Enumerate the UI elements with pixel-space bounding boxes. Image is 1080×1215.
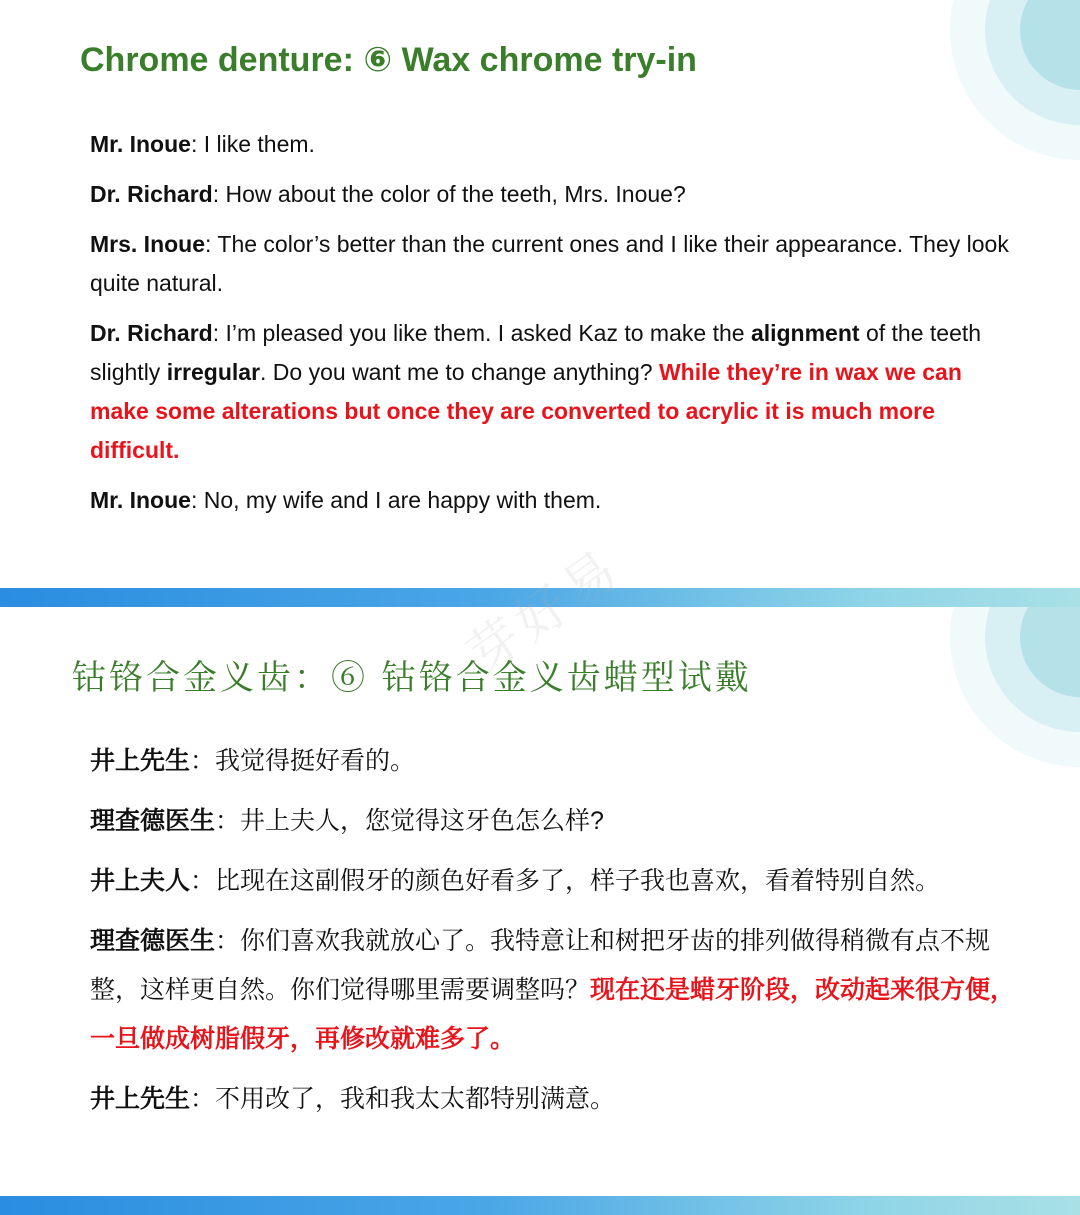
english-dialogue [90,125,1020,531]
dialogue-line [90,125,1020,164]
speaker-name: Mr. Inoue [90,131,191,157]
dialogue-line [90,857,1020,906]
dialogue-line [90,225,1020,303]
speaker-name: 理查德医生 [90,807,216,835]
chinese-dialogue [90,737,1020,1135]
highlighted-text: 现在还是蜡牙阶段，改动起来很方便，一旦做成树脂假牙，再修改就难多了。 [90,976,1016,1053]
dialogue-line [90,1075,1020,1124]
line-text: of the teeth slightly [90,320,982,385]
line-text: 比现在这副假牙的颜色好看多了，样子我也喜欢，看着特别自然。 [215,867,941,895]
speaker-name: Mr. Inoue [90,487,191,513]
separator: : [190,487,204,513]
line-text: 井上夫人，您觉得这牙色怎么样? [240,807,604,835]
speaker-name: Dr. Richard [90,181,213,207]
separator: : [190,131,204,157]
line-text: No, my wife and I are happy with them. [203,487,602,513]
separator: : [205,231,218,257]
separator: ： [190,867,216,895]
dialogue-line [90,175,1020,214]
line-text: . Do you want me to change anything? [260,359,659,385]
highlighted-text: While they’re in wax we can make some alterations but once they are converted to acrylic it is much more difficult. [90,359,962,463]
line-text: The color’s better than the current ones and I like their appearance. They look quite natural. [90,231,1009,296]
separator: ： [215,807,241,835]
speaker-name: 理查德医生 [90,927,216,955]
line-text: 不用改了，我和我太太都特别满意。 [215,1085,616,1113]
line-text: How about the color of the teeth, Mrs. Inoue? [225,181,686,207]
dialogue-line [90,314,1020,470]
dialogue-line [90,797,1020,846]
separator: ： [190,747,216,775]
dialogue-line [90,737,1020,786]
separator: : [212,320,226,346]
line-text: I like them. [203,131,315,157]
speaker-name: Dr. Richard [90,320,213,346]
dialogue-line [90,917,1020,1064]
separator: : [212,181,226,207]
watermark: 芽好易 [456,537,634,687]
line-text: 我觉得挺好看的。 [215,747,416,775]
chinese-title: 钴铬合金义齿：⑥ 钴铬合金义齿蜡型试戴 [72,658,752,698]
separator: ： [215,927,241,955]
separator: ： [190,1085,216,1113]
dialogue-line [90,481,1020,520]
line-text: 你们喜欢我就放心了。我特意让和树把牙齿的排列做得稍微有点不规整，这样更自然。你们觉得哪里需要调整吗？ [90,927,991,1004]
divider-bar-bottom [0,1196,1080,1215]
bold-term-alignment: alignment [750,320,860,346]
speaker-name: Mrs. Inoue [90,231,206,257]
line-text: I’m pleased you like them. I asked Kaz to make the [225,320,751,346]
bold-term-irregular: irregular [166,359,261,385]
english-title: Chrome denture: ⑥ Wax chrome try-in [80,41,697,79]
speaker-name: 井上先生 [90,747,191,775]
speaker-name: 井上夫人 [90,867,191,895]
speaker-name: 井上先生 [90,1085,191,1113]
